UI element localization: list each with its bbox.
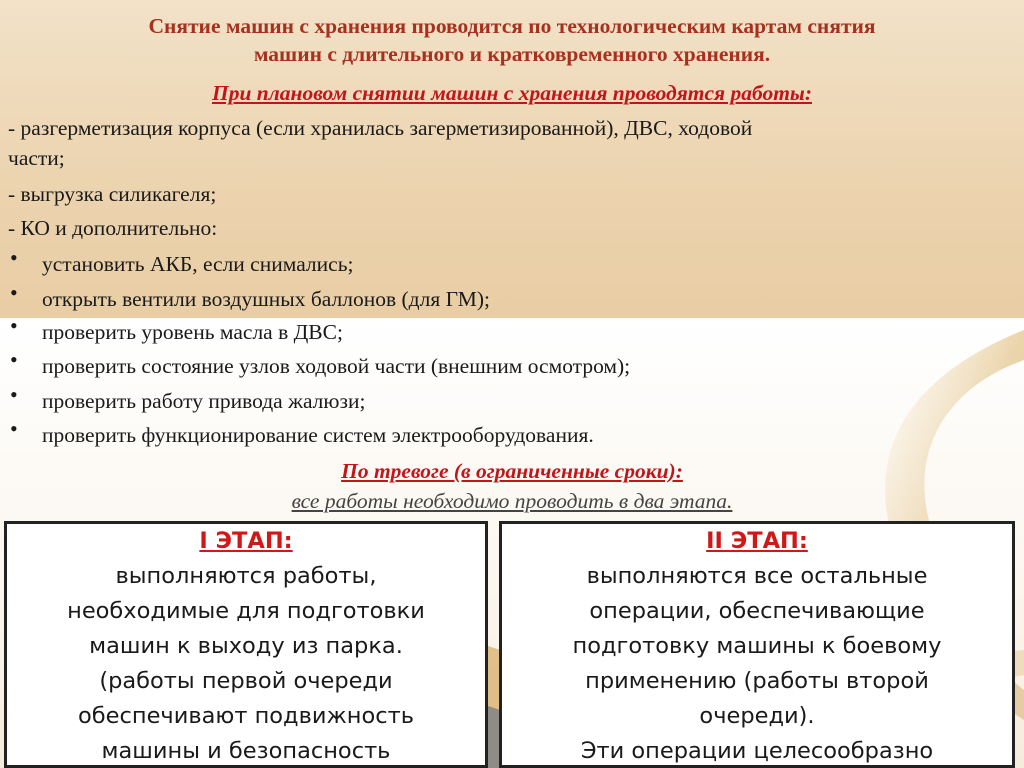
stage-2-box xyxy=(499,521,1015,768)
dash-item: части; xyxy=(8,146,65,170)
stage-1-line: необходимые для подготовки xyxy=(67,598,425,624)
alarm-text: все работы необходимо проводить в два этапа. xyxy=(291,489,733,513)
stage-2-line: Эти операции целесообразно xyxy=(580,738,934,764)
stage-2-line: очереди). xyxy=(699,703,815,729)
planned-removal-subheading: При плановом снятии машин с хранения проводятся работы: xyxy=(211,81,812,105)
dash-item: - разгерметизация корпуса (если хранилась загерметизированной), ДВС, ходовой xyxy=(8,116,753,140)
slide-heading xyxy=(0,12,1024,68)
stage-2-line: подготовку машины к боевому xyxy=(572,633,942,659)
heading-line-1: Снятие машин с хранения проводится по технологическим картам снятия xyxy=(148,14,876,38)
bullet-text: открыть вентили воздушных баллонов (для ГМ); xyxy=(42,287,490,311)
bullet-dot-icon: • xyxy=(10,280,18,305)
stage-2-line: операции, обеспечивающие xyxy=(589,598,925,624)
stage-2-line: выполняются все остальные xyxy=(586,563,928,589)
bullet-dot-icon: • xyxy=(10,347,18,372)
alarm-title: По тревоге (в ограниченные сроки): xyxy=(341,459,683,483)
heading-line-2: машин с длительного и кратковременного хранения. xyxy=(253,42,771,66)
bullet-text: проверить уровень масла в ДВС; xyxy=(42,320,343,344)
dash-item: - КО и дополнительно: xyxy=(8,216,218,240)
bullet-text: проверить работу привода жалюзи; xyxy=(42,389,366,413)
bullet-text: проверить функционирование систем электрооборудования. xyxy=(42,423,594,447)
bullet-dot-icon: • xyxy=(10,382,18,407)
bullet-dot-icon: • xyxy=(10,416,18,441)
stage-2-line: применению (работы второй xyxy=(585,668,929,694)
stage-1-title: I ЭТАП: xyxy=(199,528,293,554)
stage-1-box xyxy=(4,521,488,768)
bullet-dot-icon: • xyxy=(10,313,18,338)
bullet-text: установить АКБ, если снимались; xyxy=(42,252,354,276)
dash-item: - выгрузка силикагеля; xyxy=(8,182,217,206)
stage-1-line: обеспечивают подвижность xyxy=(78,703,414,729)
stage-1-line: машины и безопасность xyxy=(101,738,391,764)
stage-1-line: машин к выходу из парка. xyxy=(89,633,403,659)
bullet-dot-icon: • xyxy=(10,245,18,270)
bullet-text: проверить состояние узлов ходовой части (внешним осмотром); xyxy=(42,354,631,378)
stage-1-line: (работы первой очереди xyxy=(99,668,393,694)
stage-2-title: II ЭТАП: xyxy=(706,528,808,554)
stage-1-line: выполняются работы, xyxy=(115,563,377,589)
